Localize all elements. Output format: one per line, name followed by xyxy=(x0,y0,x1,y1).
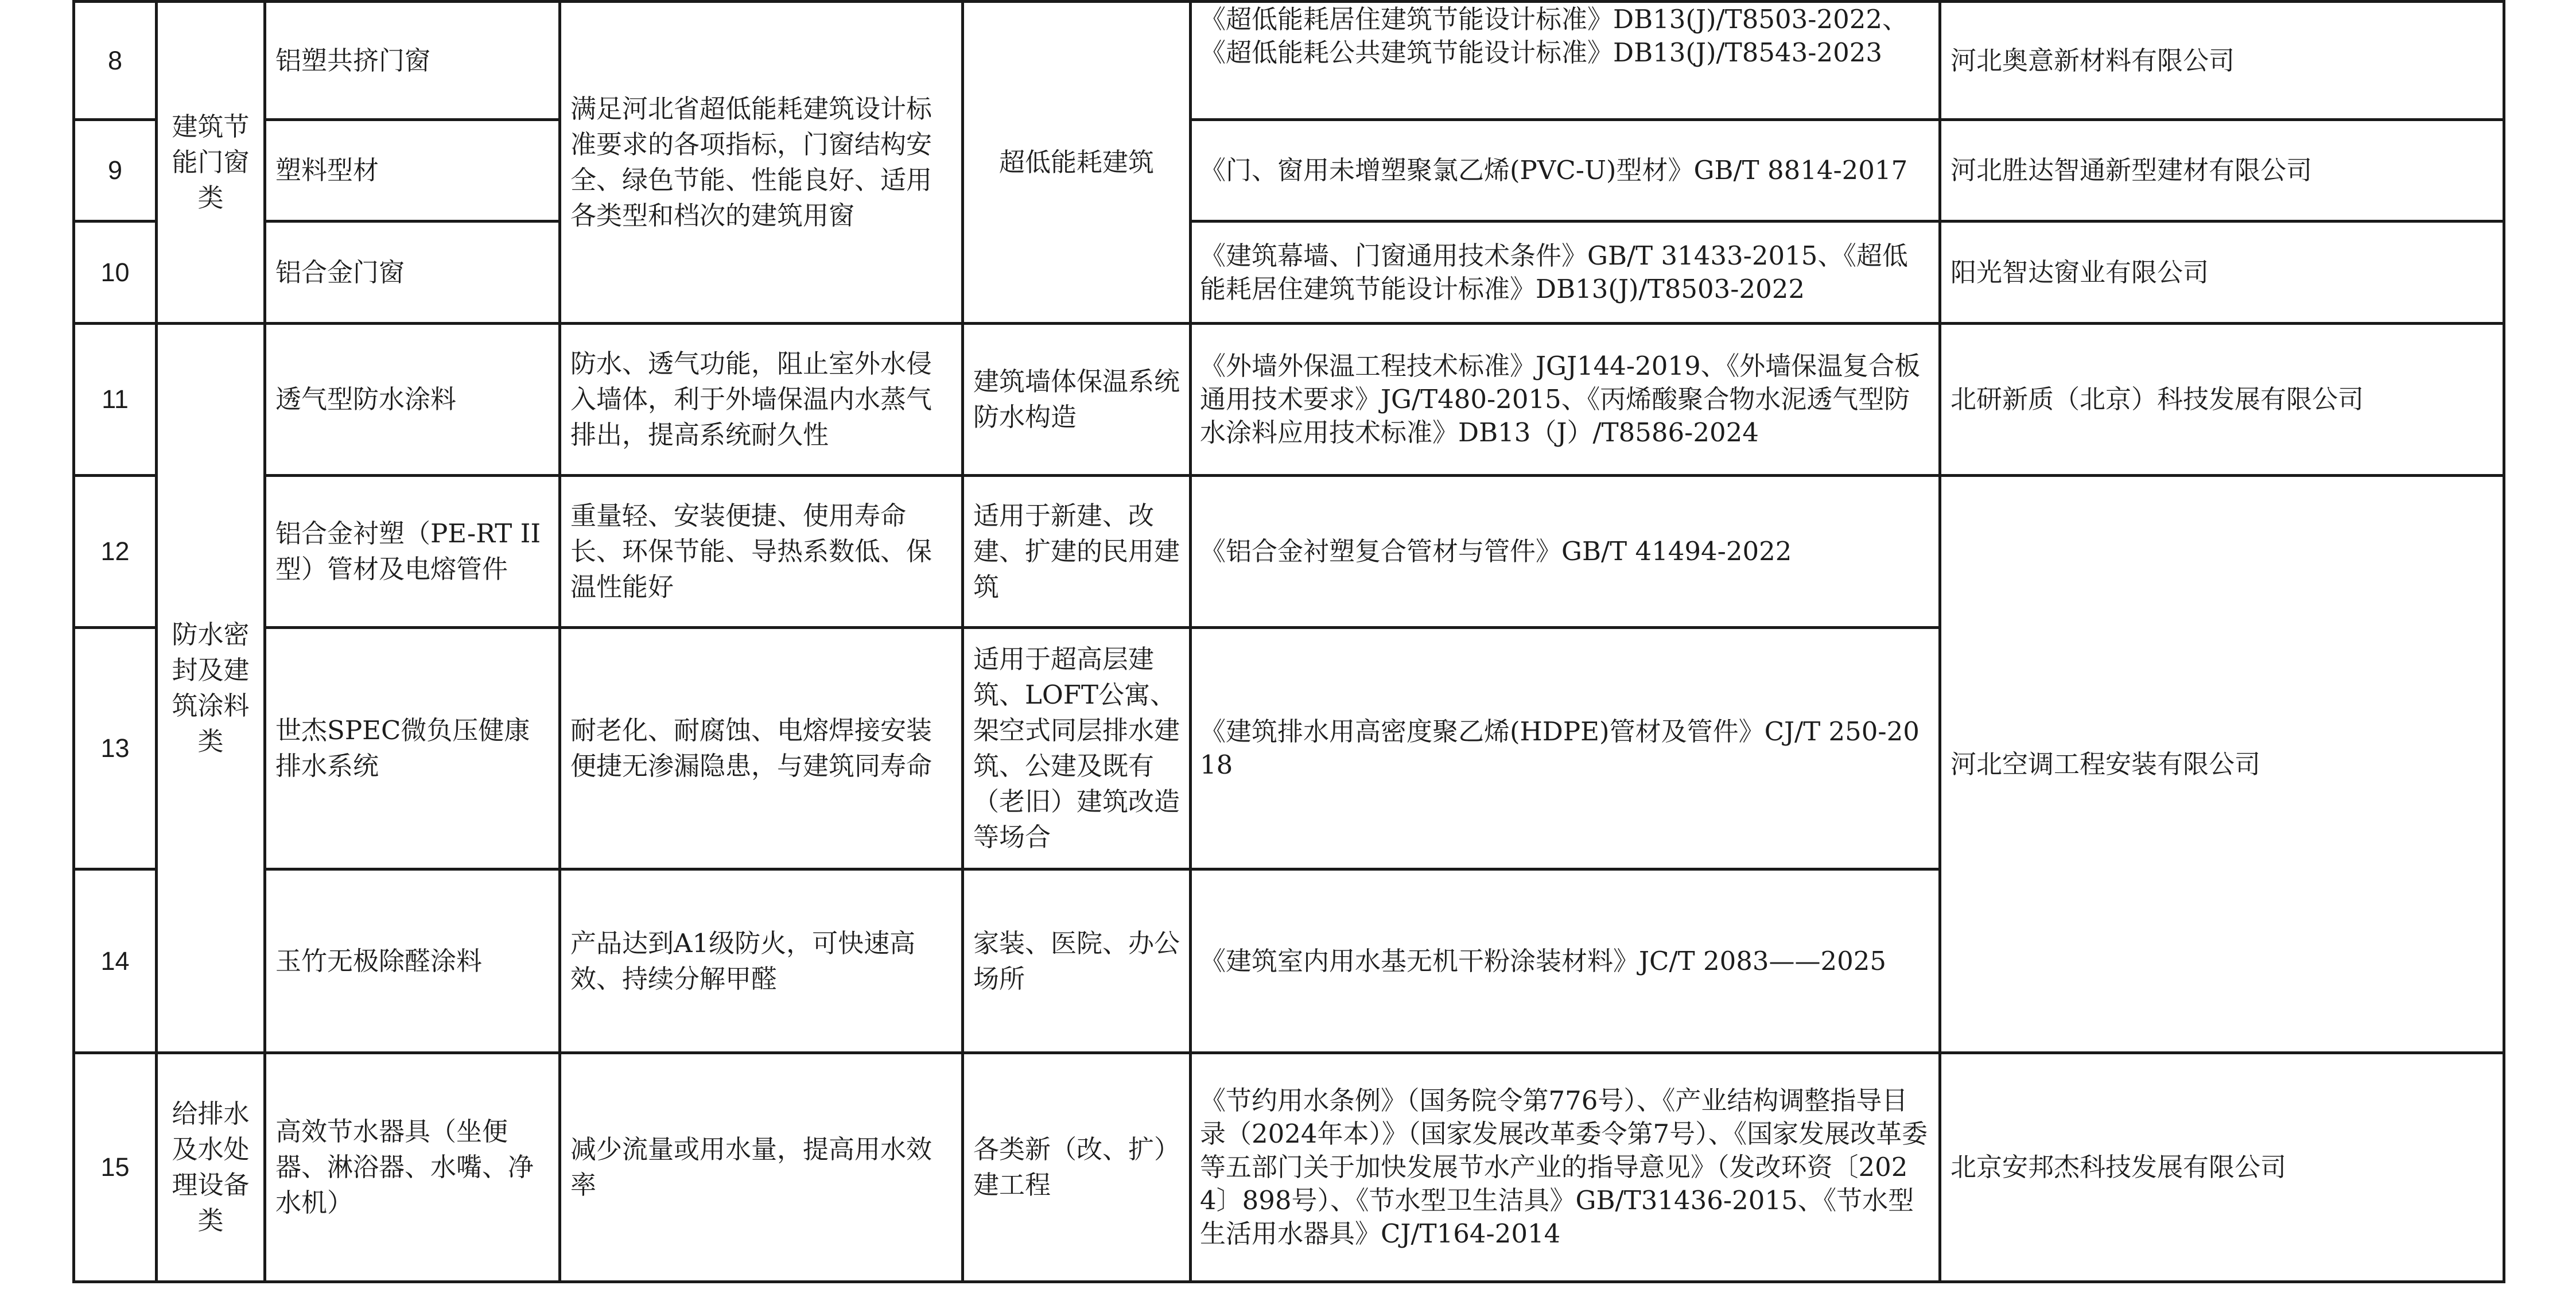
row-number: 11 xyxy=(74,324,157,476)
row-number: 15 xyxy=(74,1053,157,1282)
category-cell: 给排水及水处理设备类 xyxy=(157,1053,265,1282)
standard-cell: 《超低能耗居住建筑节能设计标准》DB13(J)/T8503-2022、《超低能耗公共建筑节能设计标准》DB13(J)/T8543-2023 xyxy=(1191,2,1940,120)
scope-cell: 各类新（改、扩）建工程 xyxy=(963,1053,1191,1282)
row-number: 13 xyxy=(74,628,157,869)
company-cell: 北研新质（北京）科技发展有限公司 xyxy=(1940,324,2504,476)
product-name: 玉竹无极除醛涂料 xyxy=(265,869,560,1053)
table-row xyxy=(74,324,2504,476)
product-table xyxy=(72,0,2505,1283)
row-number: 8 xyxy=(74,2,157,120)
row-number: 10 xyxy=(74,222,157,324)
product-name: 铝塑共挤门窗 xyxy=(265,2,560,120)
standard-cell: 《铝合金衬塑复合管材与管件》GB/T 41494-2022 xyxy=(1191,476,1940,628)
feature-cell: 满足河北省超低能耗建筑设计标准要求的各项指标，门窗结构安全、绿色节能、性能良好、适用各类型和档次的建筑用窗 xyxy=(560,2,963,324)
standard-cell: 《门、窗用未增塑聚氯乙烯(PVC-U)型材》GB/T 8814-2017 xyxy=(1191,120,1940,222)
product-name: 塑料型材 xyxy=(265,120,560,222)
table-row xyxy=(74,2,2504,120)
row-number: 9 xyxy=(74,120,157,222)
scope-cell: 适用于超高层建筑、LOFT公寓、架空式同层排水建筑、公建及既有（老旧）建筑改造等场合 xyxy=(963,628,1191,869)
company-cell: 河北空调工程安装有限公司 xyxy=(1940,476,2504,1053)
table-row xyxy=(74,476,2504,628)
category-cell: 建筑节能门窗类 xyxy=(157,2,265,324)
company-cell: 阳光智达窗业有限公司 xyxy=(1940,222,2504,324)
row-number: 14 xyxy=(74,869,157,1053)
company-cell: 河北奥意新材料有限公司 xyxy=(1940,2,2504,120)
scope-cell: 超低能耗建筑 xyxy=(963,2,1191,324)
table-row xyxy=(74,1053,2504,1282)
feature-cell: 防水、透气功能，阻止室外水侵入墙体，利于外墙保温内水蒸气排出，提高系统耐久性 xyxy=(560,324,963,476)
scope-cell: 适用于新建、改建、扩建的民用建筑 xyxy=(963,476,1191,628)
feature-cell: 减少流量或用水量，提高用水效率 xyxy=(560,1053,963,1282)
company-cell: 北京安邦杰科技发展有限公司 xyxy=(1940,1053,2504,1282)
row-number: 12 xyxy=(74,476,157,628)
scope-cell: 建筑墙体保温系统防水构造 xyxy=(963,324,1191,476)
scope-cell: 家装、医院、办公场所 xyxy=(963,869,1191,1053)
company-cell: 河北胜达智通新型建材有限公司 xyxy=(1940,120,2504,222)
feature-cell: 重量轻、安装便捷、使用寿命长、环保节能、导热系数低、保温性能好 xyxy=(560,476,963,628)
product-name: 世杰SPEC微负压健康排水系统 xyxy=(265,628,560,869)
product-name: 高效节水器具（坐便器、淋浴器、水嘴、净水机） xyxy=(265,1053,560,1282)
product-name: 铝合金门窗 xyxy=(265,222,560,324)
category-cell: 防水密封及建筑涂料类 xyxy=(157,324,265,1053)
product-name: 铝合金衬塑（PE-RT II型）管材及电熔管件 xyxy=(265,476,560,628)
standard-cell: 《建筑室内用水基无机干粉涂装材料》JC/T 2083——2025 xyxy=(1191,869,1940,1053)
product-name: 透气型防水涂料 xyxy=(265,324,560,476)
table-row xyxy=(74,120,2504,222)
feature-cell: 耐老化、耐腐蚀、电熔焊接安装便捷无渗漏隐患，与建筑同寿命 xyxy=(560,628,963,869)
standard-cell: 《建筑排水用高密度聚乙烯(HDPE)管材及管件》CJ/T 250-2018 xyxy=(1191,628,1940,869)
standard-cell: 《建筑幕墙、门窗通用技术条件》GB/T 31433-2015、《超低能耗居住建筑节能设计标准》DB13(J)/T8503-2022 xyxy=(1191,222,1940,324)
feature-cell: 产品达到A1级防火，可快速高效、持续分解甲醛 xyxy=(560,869,963,1053)
standard-cell: 《节约用水条例》（国务院令第776号）、《产业结构调整指导目录（2024年本）》（国家发展改革委令第7号）、《国家发展改革委等五部门关于加快发展节水产业的指导意见》（发改环资〔2024〕898号）、《节水型卫生洁具》GB/T31436-2015、《节水型生活用水器具》CJ/T164-2014 xyxy=(1191,1053,1940,1282)
table-row xyxy=(74,222,2504,324)
standard-cell: 《外墙外保温工程技术标准》JGJ144-2019、《外墙保温复合板通用技术要求》JG/T480-2015、《丙烯酸聚合物水泥透气型防水涂料应用技术标准》DB13（J）/T8586-2024 xyxy=(1191,324,1940,476)
